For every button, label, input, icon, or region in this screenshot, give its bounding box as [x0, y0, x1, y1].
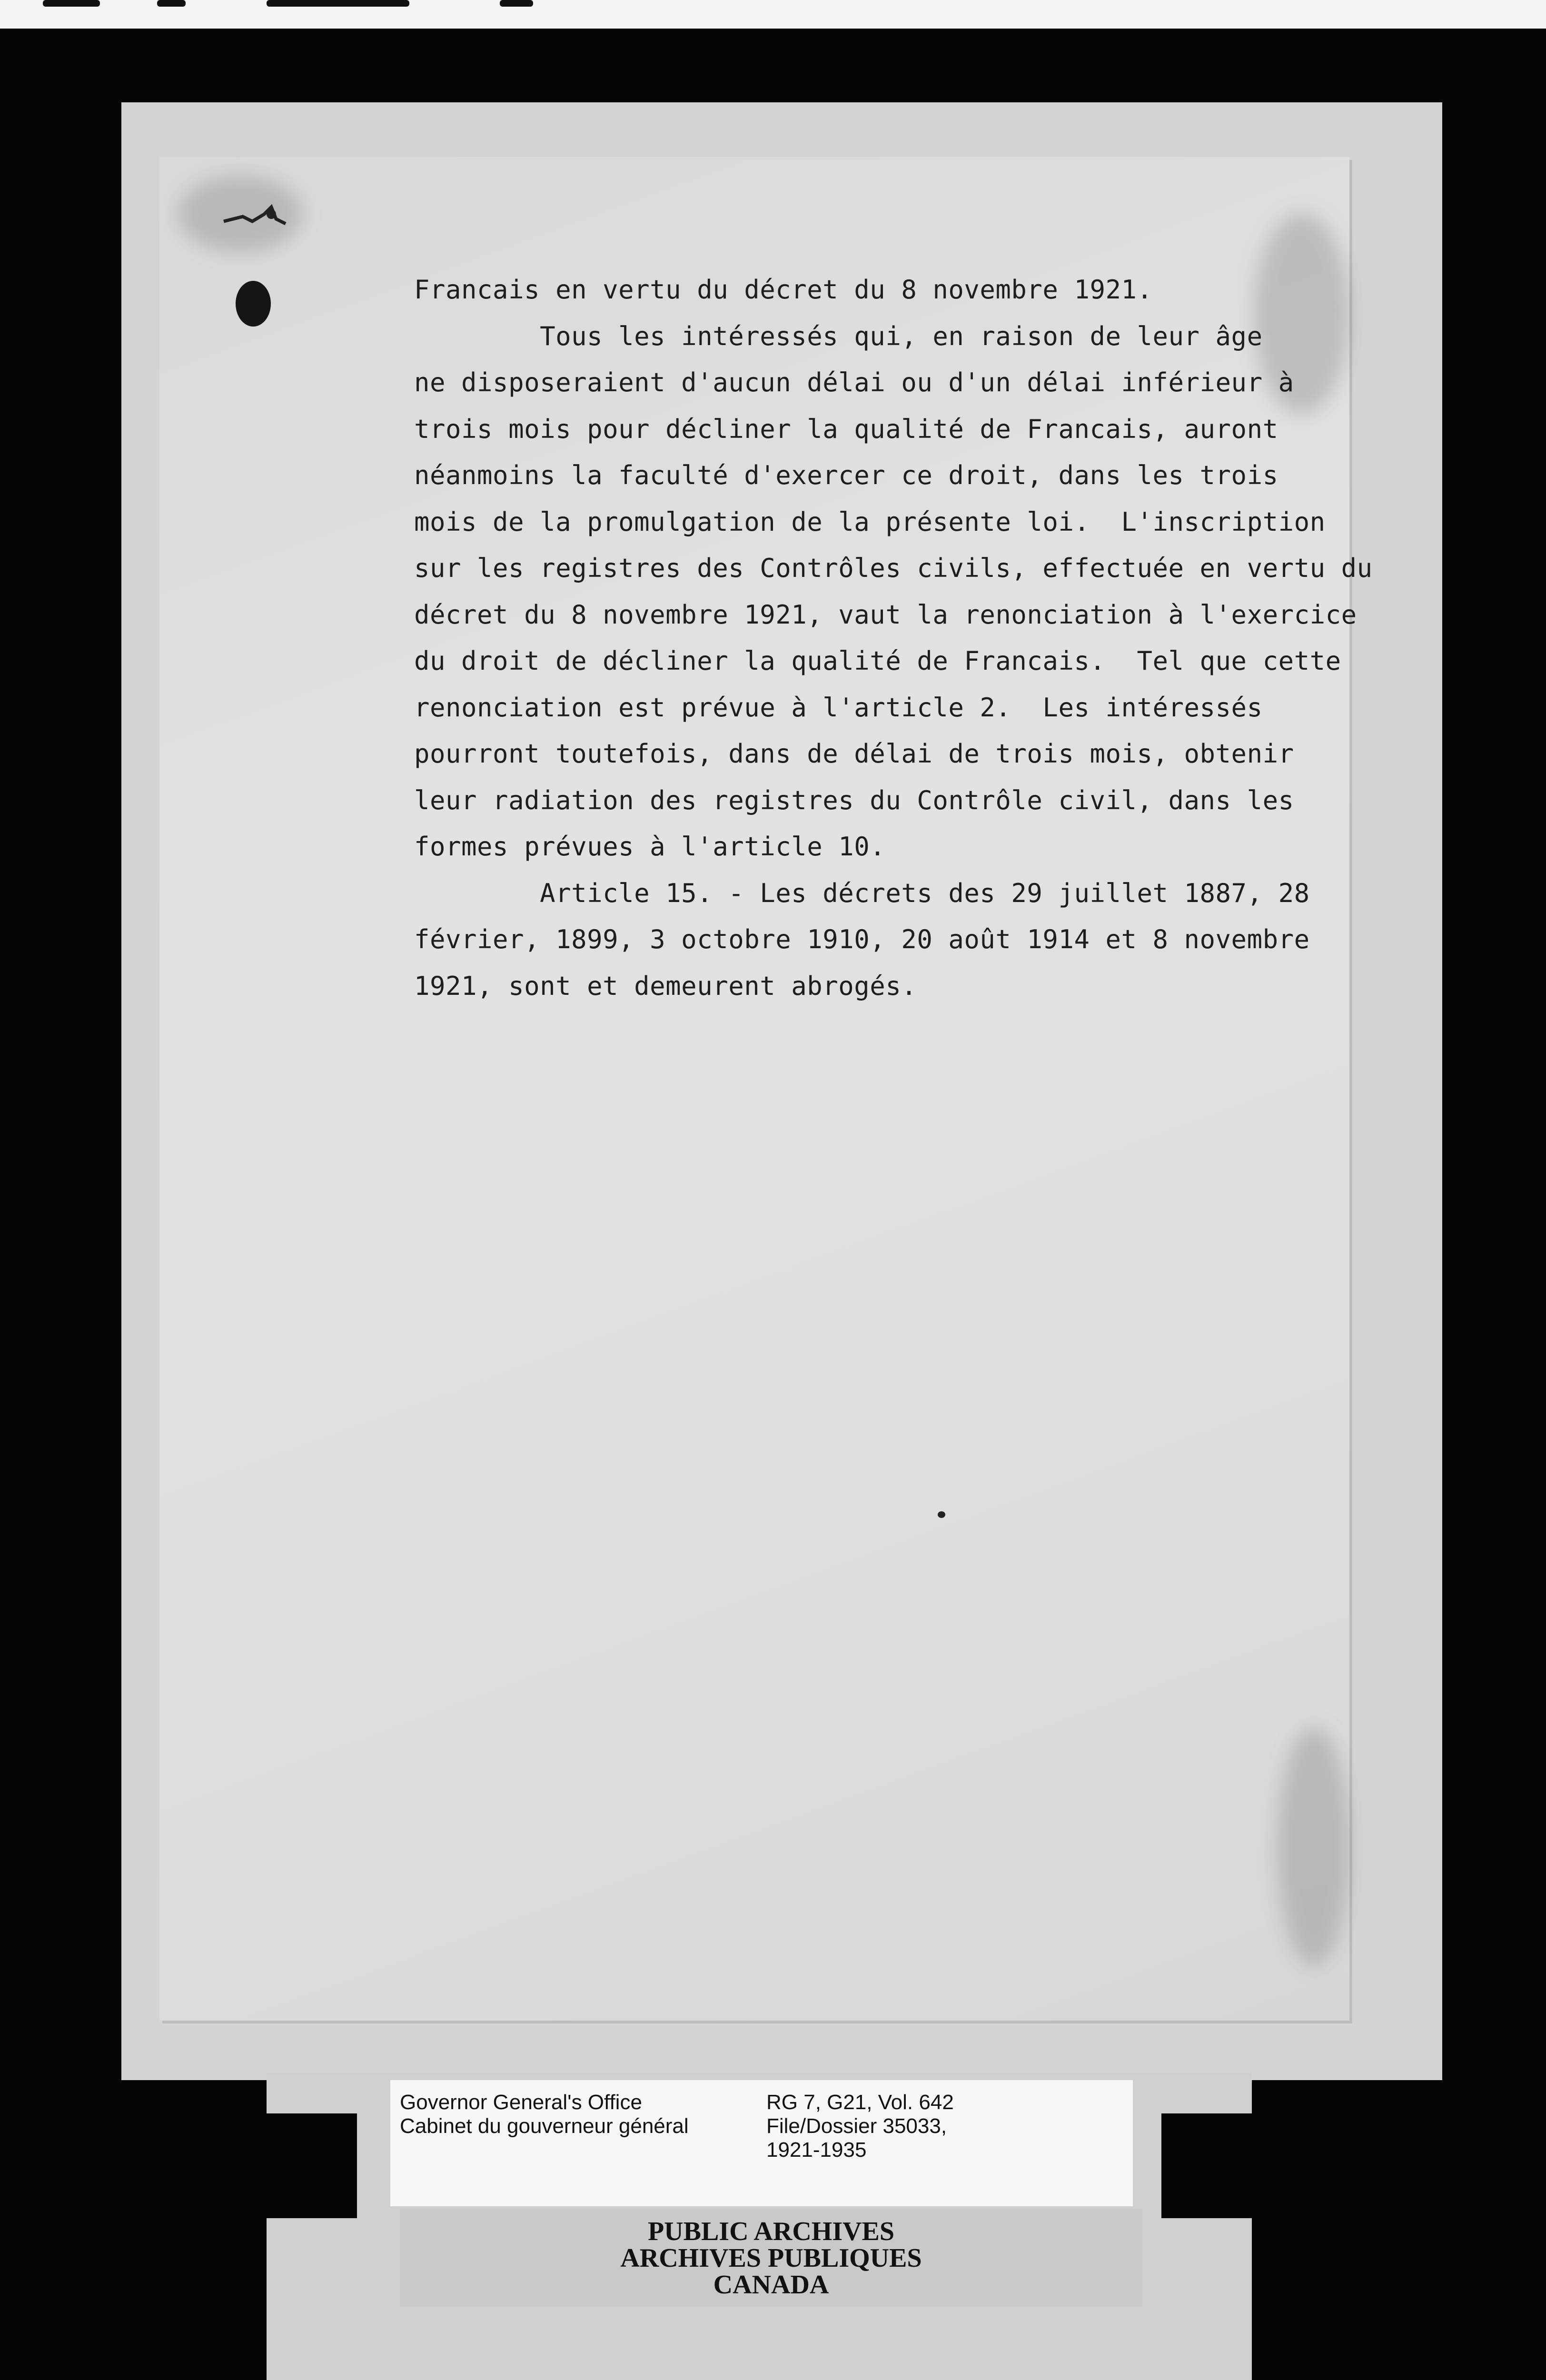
- scan-blot: [267, 0, 409, 7]
- page-smudge: [1278, 1728, 1349, 1966]
- document-page: [159, 157, 1373, 2021]
- text-line: trois mois pour décliner la qualité de Francais, auront: [414, 414, 1278, 444]
- scan-top-edge: [0, 0, 1546, 29]
- text-line: 1921, sont et demeurent abrogés.: [414, 971, 917, 1001]
- text-line: Tous les intéressés qui, en raison de leur âge: [414, 321, 1263, 351]
- text-line: renonciation est prévue à l'article 2. Les intéressés: [414, 692, 1263, 723]
- text-line: leur radiation des registres du Contrôle civil, dans les: [414, 785, 1294, 815]
- stamp-line-country: CANADA: [713, 2270, 829, 2300]
- file-years: 1921-1935: [766, 2138, 867, 2162]
- label-office-column: [400, 2091, 689, 2138]
- label-notch-left: [267, 2113, 357, 2218]
- record-group-reference: RG 7, G21, Vol. 642: [766, 2091, 954, 2114]
- public-archives-stamp: [400, 2209, 1142, 2306]
- text-line: du droit de décliner la qualité de Francais. Tel que cette: [414, 646, 1341, 676]
- punch-hole: [236, 281, 271, 327]
- typed-text-body: [414, 267, 1373, 1009]
- text-line: ne disposeraient d'aucun délai ou d'un délai inférieur à: [414, 367, 1294, 397]
- text-line: Francais en vertu du décret du 8 novembre 1921.: [414, 275, 1153, 305]
- file-number: File/Dossier 35033,: [766, 2114, 947, 2138]
- staple-tear-mark: [219, 202, 290, 231]
- text-line: pourront toutefois, dans de délai de trois mois, obtenir: [414, 739, 1294, 769]
- text-line: sur les registres des Contrôles civils, effectuée en vertu du: [414, 553, 1373, 583]
- office-english: Governor General's Office: [400, 2091, 642, 2114]
- label-notch-right: [1161, 2113, 1252, 2218]
- text-line: néanmoins la faculté d'exercer ce droit, dans les trois: [414, 460, 1278, 490]
- archive-reference-label: [390, 2080, 1133, 2206]
- label-reference-column: [766, 2091, 954, 2162]
- text-line: Article 15. - Les décrets des 29 juillet 1887, 28: [414, 878, 1310, 908]
- text-line: mois de la promulgation de la présente loi. L'inscription: [414, 506, 1326, 537]
- stamp-line-english: PUBLIC ARCHIVES: [647, 2217, 895, 2246]
- text-line: formes prévues à l'article 10.: [414, 832, 886, 862]
- stamp-line-french: ARCHIVES PUBLIQUES: [620, 2243, 922, 2273]
- text-line: février, 1899, 3 octobre 1910, 20 août 1914 et 8 novembre: [414, 924, 1310, 954]
- scan-blot: [43, 0, 100, 7]
- scan-blot: [157, 0, 186, 7]
- scan-blot: [500, 0, 533, 7]
- text-line: décret du 8 novembre 1921, vaut la renonciation à l'exercice: [414, 599, 1357, 630]
- office-french: Cabinet du gouverneur général: [400, 2114, 689, 2138]
- ink-speck: [938, 1511, 945, 1518]
